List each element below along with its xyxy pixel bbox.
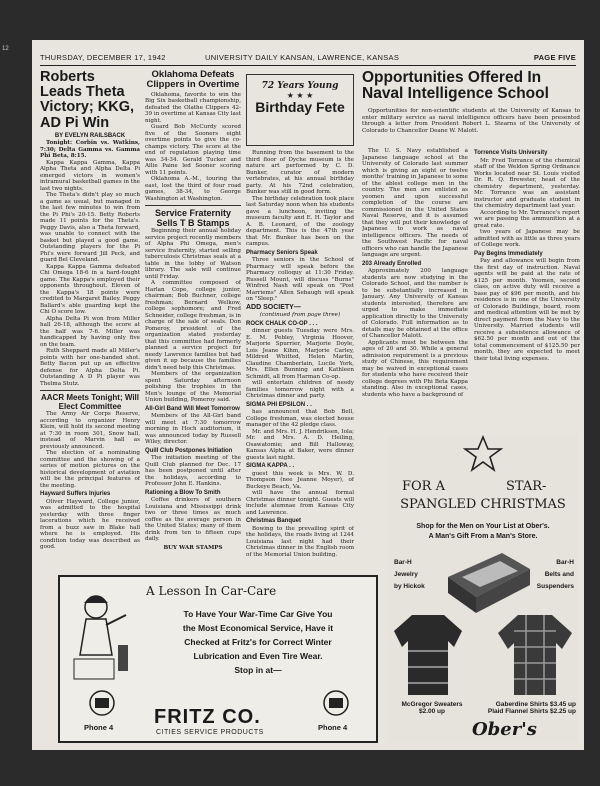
phone-right: Phone 4 xyxy=(318,723,348,732)
subhead-torrence: Torrence Visits University xyxy=(474,150,548,156)
subhead-pay: Pay Begins Immediately xyxy=(474,250,543,257)
article-text: Kappa Kappa Gamma defeated Chi Omega 18-6 in a hard-fought game. The Kappa's employed their opponents throughout. Eleven of the Kappa's 18 points were credited to Margaret Bailey. Peggy Ballard's able guarding kept the Chi O score low. xyxy=(40,263,140,316)
divider xyxy=(145,205,241,206)
article-text: dinner guests Tuesday were Mrs. E. M. Pebley, Virginia Hoover, Marjorie Spurrier, Marjorie Doyle, Lois Jeane Kihm, Marjorie Carley, Mildred Whitted, Helen Martin, Claudine Chamberlain, Lucile York, Mrs. Ellen Bunning and Kathleen Schmidt, all from Harman Co-op. xyxy=(246,328,354,380)
article-text: Opportunities for non-scientific students at the University of Kansas to enter military service as naval intelligence officers have been presented through a letter from President Robert L. Stearns of the University of Colorado to Chancellor Deane W. Malott. xyxy=(362,108,580,134)
box-stars: ★ ★ ★ xyxy=(286,91,314,100)
gift-box-illustration xyxy=(442,547,534,619)
box-title: Birthday Fete xyxy=(255,99,345,115)
shirt-text: Plaid Flannel Shirts $2.25 up xyxy=(487,708,576,715)
article-text: Bowing to the prevailing spirit of the holidays, the roads living at 1244 Louisiana last night had their Christmas dinner in the English room of the Memorial Union building. xyxy=(246,525,354,558)
column-3 xyxy=(246,150,354,570)
fritz-line: the Most Economical Service, Have it xyxy=(182,623,334,633)
subhead-quill: Quill Club Postpones Initiation xyxy=(145,447,233,454)
article-text: The Theta's didn't play so much a game as usual, but managed in the last few minutes to win from the Pi Phi's 20-15. Betty Roberts made 11 points for the Theta's. Peggy Davis, also a Theta forward, was unable to connect with the basket but played a good game. Outstanding players for the Pi Phi's were forward Jill Peck, and guard Bel Cleveland. xyxy=(40,192,140,264)
masthead-date: THURSDAY, DECEMBER 17, 1942 xyxy=(40,53,166,62)
fritz-headline: A Lesson In Car-Care xyxy=(146,584,277,598)
article-text: Oliver Hayward, College junior, was admitted to the hospital yesterday with three finger lacerations which he received from a buzz saw in Blake hall where he is employed. His condition today was described as good. xyxy=(40,498,140,551)
shield-logo-icon xyxy=(88,689,116,717)
column-1 xyxy=(40,70,140,570)
newspaper-page xyxy=(32,40,584,750)
article-text: According to Mr. Torrance's report we are passing the ammunition at a great rate. xyxy=(474,209,580,229)
shield-logo-icon-right xyxy=(322,689,350,717)
continued-note: (continued from page three) xyxy=(259,312,341,318)
fritz-tagline: CITIES SERVICE PRODUCTS xyxy=(156,729,264,736)
sweater-price: $2.00 up xyxy=(418,708,445,715)
barh-text: Bar-H xyxy=(556,559,574,566)
article-text: guest this week is Mrs. W. D. Thompson (nee Jeanne Moyer), of Buckeye Beach, Va. xyxy=(246,470,354,490)
subhead-enrolled: 203 Already Enrolled xyxy=(362,260,422,267)
obers-gift: A Man's Gift From a Man's Store. xyxy=(428,533,538,540)
sweater-illustration xyxy=(392,611,464,697)
fritz-line: Lubrication and Even Tire Wear. xyxy=(193,651,323,661)
subhead-sigma-kappa: SIGMA KAPPA . . xyxy=(246,463,295,469)
birthday-box xyxy=(246,74,354,146)
article-text: Ruth Sheppard made all Miller's points with her one-handed shot. Betty Bacon put up an effective defense for Alpha Delta Pi. Outstanding A D Pi player was Thelma Stutz. xyxy=(40,348,140,387)
column-4 xyxy=(362,148,468,433)
article-text: Running from the basement to the third floor of Dyche museum is the nature art performed by C. D. Bunker, curator of modern vertebrates, at his annual birthday party. At his 72nd celebration, Bunker was still in good form. xyxy=(246,150,354,195)
article-text: The election of a nominating committee and the showing of a series of motion pictures on the historical development of aviation will be the principal features of the meeting. xyxy=(40,450,140,489)
obers-line1b: STAR- xyxy=(506,479,547,494)
headline-oklahoma: Oklahoma Defeats Clippers in Overtime xyxy=(146,70,240,90)
tonight-note: Tonight: Corbin vs. Watkins, 7:30; Delta Gamma vs. Gamma Phi Beta, 8:15. xyxy=(40,140,140,160)
article-text: Applicants must be between the ages of 20 and 30. While a general admission requirement is a previous study of Chinese, this requirement may be waived in exceptional cases for students who have received their college degrees with Phi Beta Kappa standing. Also in exceptional cases, students who have a background of xyxy=(362,339,468,398)
subhead-band: All-Girl Band Will Meet Tomorrow xyxy=(145,405,240,412)
barh-text: by Hickok xyxy=(394,583,425,590)
barh-text: Jewelry xyxy=(394,571,418,578)
shirt-illustration xyxy=(496,611,574,697)
subhead-rationing: Rationing a Blow To Smith xyxy=(145,489,221,496)
obers-shop: Shop for the Men on Your List at Ober's. xyxy=(416,523,550,530)
masthead xyxy=(40,52,576,66)
headline-aacr: AACR Meets Tonight; Will Elect Committee xyxy=(41,393,139,411)
article-text: Approximately 200 language students are now studying in the Colorado School, and the number is to be substantially increased in January. Any University of Kansas students interested, therefore are urged to make immediate application directly to the University of Colorado. Full information as to details may be obtained at the office of Chancellor Malott. xyxy=(362,268,468,339)
war-stamps-footer: BUY WAR STAMPS xyxy=(163,544,223,551)
masthead-title: UNIVERSITY DAILY KANSAN, LAWRENCE, KANSAS xyxy=(205,53,400,62)
article-text: Mr. Fred Torrance of the chemical staff of the Weldon Spring Ordnance Works located near St. Louis visited Dr. R. Q. Brewster, head of the chemistry department, yesterday. Mr. Torrance was an assistant instructor and graduate student in the chemistry department last year. xyxy=(474,157,580,209)
fritz-line: Checked at Fritz's for Correct Winter xyxy=(184,637,332,647)
obers-ad xyxy=(388,435,578,743)
article-text: Members of the All-Girl band will meet at 7:30 tomorrow morning in Hoch auditorium, it was announced today by Russell Wiley, director. xyxy=(145,413,241,446)
barh-jewelry-label xyxy=(394,557,425,593)
phone-left: Phone 4 xyxy=(84,723,114,732)
article-text: Alpha Delta Pi won from Miller hall 26-18, although the score at the half was 7-6. Miller was handicapped by having only five on the team. xyxy=(40,315,140,348)
star-icon xyxy=(463,435,503,473)
fritz-line: Stop in at— xyxy=(234,665,282,675)
article-text: The Army Air Corps Reserve, according to organizer Henry Klein, will hold its second meeting at 7:30 in room 301, Snow hall, instead of Marvin hall as previously announced. xyxy=(40,411,140,450)
shirt-text: Gaberdine Shirts $3.45 up xyxy=(495,701,576,708)
column-5 xyxy=(474,148,580,433)
subhead-society: ADD SOCIETY— xyxy=(246,303,301,311)
divider xyxy=(40,390,140,391)
article-text: The U. S. Navy established a Japanese language school at the University of Colorado last summer which is giving an eight or twelve months' training in Japanese to some of the ablest college men in the country. The men are enlisted as yeomen and upon successful completion of the course are commissioned in the United States Naval Reserve, and it is assumed that they will put their knowledge of Japanese to work as naval intelligence officers. The needs of the Southwest Pacific for naval officers who can handle the Japanese language are urgent. xyxy=(362,148,468,258)
article-text: has announced that Bob Bell, College freshman, was elected house manager of the 42 pledge class. xyxy=(246,409,354,428)
obers-logo: Ober's xyxy=(472,719,537,740)
subhead-hayward: Hayward Suffers Injuries xyxy=(40,491,111,498)
article-text: The birthday celebration took place last Saturday noon when his students gave a luncheon, inviting the museum faculty and E. H. Taylor and A. B. Leonard, of the zoology department. This is the 47th year that Mr. Bunker has been on the campus. xyxy=(246,195,354,247)
sweater-text: McGregor Sweaters xyxy=(401,701,463,708)
article-text: Beginning their annual holiday service project recently members of Alpha Phi Omega, men's service fraternity, started selling tuberculosis Christmas seals at a table in the lobby of Watson library. The sale will continue until Friday. xyxy=(145,228,241,280)
barh-text: Suspenders xyxy=(536,583,574,590)
article-text: will have the annual formal Christmas dinner tonight. Guests will include alumnae from Kansas City and Lawrence. xyxy=(246,490,354,516)
masthead-page: PAGE FIVE xyxy=(533,53,576,62)
headline-theta: Roberts Leads Theta Victory; KKG, AD Pi Win xyxy=(40,70,135,131)
article-text: Pay and allowance will begin from the first day of instruction. Naval agents will be paid at the rate of $125 per month. Yeomen, second class, on active duty will receive a base pay of $96 per month, and his residence is in one of the University of Colorado Buildings, board, room and medical attention will be met by direct payment from the Navy to the University. Married students will receive a subsistence allowance of $62.50 per month and out of the total commencement of $125.50 per month, they are expected to meet their total living expenses. xyxy=(474,258,580,362)
article-text: Three seniors in the School of Pharmacy will speak before the Pharmacy colloquy at 11:30 Friday. Russell Mount, will discuss "Burns" Winfred Nash will speak on "Post Marriems" Allen Sebaugh will speak on "Sleep." xyxy=(246,257,354,302)
barh-text: Bar-H xyxy=(394,559,412,566)
headline-naval: Opportunities Offered In Naval Intelligence School xyxy=(362,69,549,103)
obers-line2: SPANGLED CHRISTMAS xyxy=(400,497,566,512)
obers-line1a: FOR A xyxy=(402,479,445,494)
shirt-label xyxy=(488,701,576,715)
naval-lead xyxy=(362,108,580,148)
article-text: Mr. and Mrs. H. J. Hendriksen, Iola; Mr. and Mrs. A. D. Heiling, Osawatomie; and Bill Halloway, Kansas Alpha at Baker, were dinner guests last night. xyxy=(246,428,354,461)
article-text: The initiation meeting of the Quill Club planned for Dec. 17 has been postponed until after the holidays, according to Professor John E. Hankins. xyxy=(145,455,241,488)
byline: BY EVELYN RAILSBACK xyxy=(54,132,126,139)
barh-belts-label xyxy=(537,557,574,593)
subhead-banquet: Christmas Banquet xyxy=(246,518,302,524)
article-text: Oklahoma A.-M., touring the east, lost the third of four road games, 38-34, to George Washington at Washington. xyxy=(145,176,241,202)
box-top: 72 Years Young xyxy=(261,81,339,91)
column-2 xyxy=(145,70,241,570)
fritz-body xyxy=(142,607,374,677)
fritz-company: FRITZ CO. xyxy=(154,706,261,728)
fritz-line: To Have Your War-Time Car Give You xyxy=(183,609,333,619)
article-text: Guard Bob McCurdy scored five of the Sooners eight overtime points to give the co-champs victory. The score at the end of regulation playing time was 34-34. Gerald Tucker and Allie Paine led Sooner scoring with 11 points. xyxy=(145,124,241,176)
article-text: Coffee drinkers of southern Louisiana and Mississippi drink two or three times as much coffee as the average person in the United States; many of them drink from ten to fifteen cups daily. xyxy=(145,497,241,543)
subhead-sigep: SIGMA PHI EPSILON . . xyxy=(246,401,312,408)
page-number-left: 12 xyxy=(2,46,9,52)
article-text: will entertain children of needy families tomorrow night with a Christmas dinner and party. xyxy=(246,380,354,399)
barh-text: Belts and xyxy=(544,571,574,578)
headline-stamps: Service Fraternity Sells T B Stamps xyxy=(154,208,232,228)
mechanic-illustration-left xyxy=(66,585,136,685)
article-text: two years of Japanese may be admitted with as little as three years of College work. xyxy=(474,229,580,248)
subhead-rockchalk: ROCK CHALK CO-OP . . . xyxy=(246,320,318,327)
article-text: Members of the organization spent Saturday afternoon polishing the trophies in the Men's lounge of the Memorial Union building, Pomeroy said. xyxy=(145,371,241,404)
subhead-pharmacy: Pharmacy Seniors Speak xyxy=(246,249,318,256)
article-text: Kappa Kappa Gamma, Kappa Alpha Theta and Alpha Delta Pi emerged victors in women's intramural basketball games in the last two nights. xyxy=(40,159,140,192)
article-text: Oklahoma, favorite to win the Big Six basketball championship, defeated the Olathe Clippers 42-39 in overtime at Kansas City last night. xyxy=(145,91,241,124)
fritz-ad xyxy=(58,575,378,743)
sweater-label xyxy=(392,701,472,715)
article-text: A committee composed of Harlan Cope, college junior, chairman; Bob Buchner, college freshman; Bernard Welkow, college sophomore; and Fred Schneider, college freshman, is in charge of the sale of seals. Don Pomeroy, president of the organization stated yesterday that this committee had formerly planned a service project for needy Lawrence families but had given it up because the families didn't need help this Christmas. xyxy=(145,280,241,371)
